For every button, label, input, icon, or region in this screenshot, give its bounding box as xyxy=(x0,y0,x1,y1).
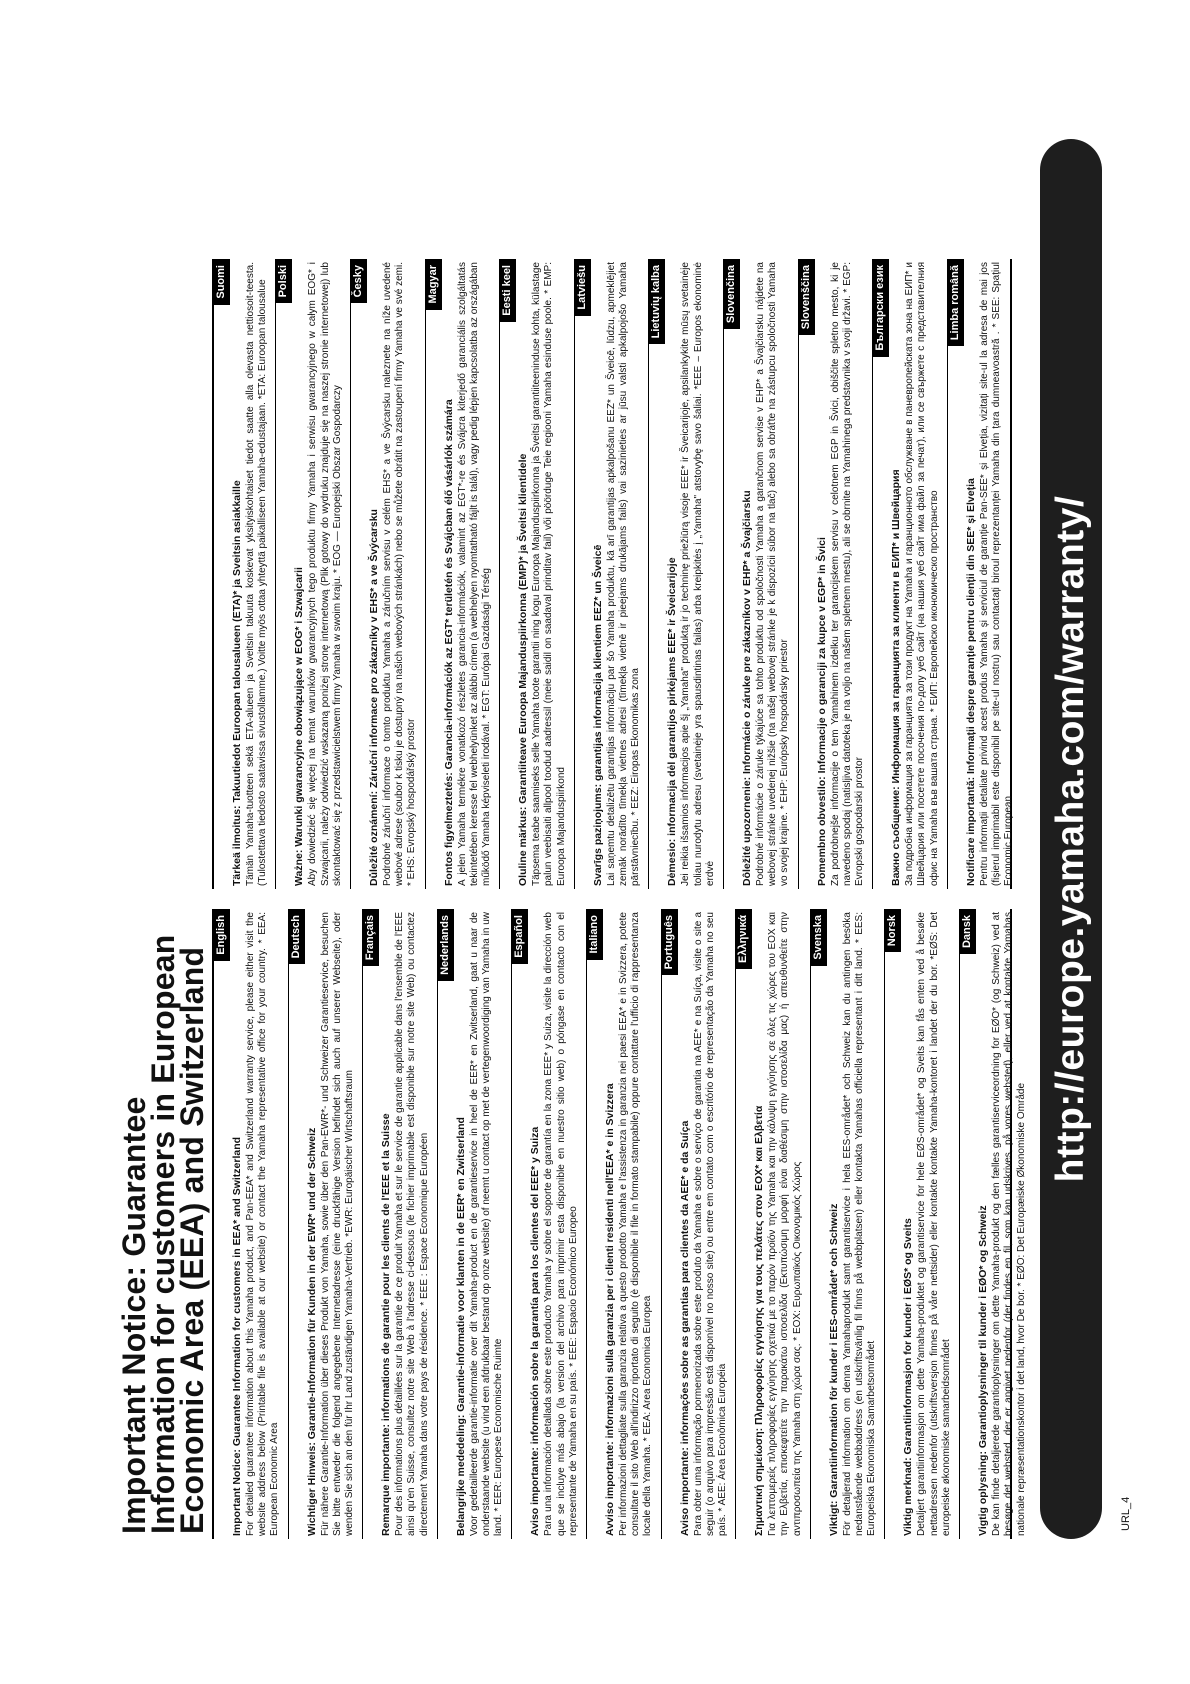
notice-heading: Vigtig oplysning: Garantioplysninger til kunder i EØO* og Schweiz xyxy=(977,1205,990,1536)
notice-heading: Important Notice: Guarantee Information for customers in EEA* and Switzerland xyxy=(231,1136,243,1536)
notice-heading: Oluline märkus: Garantiiteave Euroopa Majanduspiirkonna (EMP)* ja Šveitsi klientidele xyxy=(517,453,530,886)
language-label: Polski xyxy=(275,259,292,303)
notice-entry xyxy=(948,259,1022,889)
notice-entry xyxy=(575,259,650,889)
notice-heading: Viktig merknad: Garantiinformasjon for kunder i EØS* og Sveits xyxy=(902,1218,915,1536)
notice-heading: Ważne: Warunki gwarancyjne obowiązujące w EOG* i Szwajcarii xyxy=(293,567,306,886)
notice-heading: Pomembno obvestilo: Informacije o garanciji za kupce v EGP* in Švici xyxy=(815,537,828,886)
notice-heading: Remarque importante: informations de garantie pour les clients de l'EEE et la Suisse xyxy=(380,1113,393,1536)
language-label: Latviešu xyxy=(574,259,591,316)
language-label: English xyxy=(213,909,230,961)
notice-body: Lai saņemtu detalizētu garantijas informāciju par šo Yamaha produktu, kā arī garantijas apkalpošanu EEZ* un Šveicē, lūdzu, apmeklējiet zemāk norādīto tīmekļa vietnes adresi (tīmekļa vietnē ir pieejams drukājams fails) vai sazinieties ar jūsu valsti apkalpojošo Yamaha pārstāvniecību. * EEZ: Eiropas Ekonomikas zona xyxy=(605,262,642,886)
language-label: Português xyxy=(661,909,678,975)
language-label: Lietuvių kalba xyxy=(648,259,665,344)
notice-heading: Wichtiger Hinweis: Garantie-Information für Kunden in der EWR* und der Schweiz xyxy=(305,1127,318,1536)
notice-entry xyxy=(438,909,513,1539)
notice-body: Aby dowiedzieć się więcej na temat warunków gwarancyjnych tego produktu firmy Yamaha i serwisu gwarancyjnego w całym EOG* i Szwajcarii, należy odwiedzić wskazaną poniżej stronę internetową (Plik gotowy do wydruku znajduje się na naszej stronie internetowej) lub skontaktować się z przedstawicielstwem firmy Yamaha w swoim kraju. * EOG — Europejski Obszar Gospodarczy xyxy=(307,262,343,886)
notice-entry xyxy=(649,259,724,889)
notice-entry xyxy=(811,909,886,1539)
notice-heading: Belangrijke mededeling: Garantie-informatie voor klanten in de EER* en Zwitserland xyxy=(454,1117,467,1536)
notice-entry xyxy=(587,909,662,1539)
notice-heading: Avviso importante: informazioni sulla garanzia per i clienti residenti nell'EEA* e in Svizzera xyxy=(604,1083,617,1536)
notice-body: Für nähere Garantie-Information über dieses Produkt von Yamaha, sowie über den Pan-EWR*- und Schweizer Garantieservice, besuchen Sie bitte entweder die folgend angegebene Internetadresse (eine druckfähige Version befindet sich auch auf unserer Webseite), oder wenden Sie sich an den für Ihr Land zuständigen Yamaha-Vertrieb. *EWR: Europäischer Wirtschaftsraum xyxy=(319,912,356,1536)
notice-heading: Viktigt: Garantiinformation för kunder i EES-området* och Schweiz xyxy=(827,1203,840,1536)
notice-entry xyxy=(885,909,960,1539)
warranty-url[interactable]: http://europe.yamaha.com/warranty/ xyxy=(1049,495,1092,1183)
notice-body: Jei reikia išsamios informacijos apie šį „Yamaha" produktą ir jo techninę priežiūrą visoje EEE* ir Šveicarijoje, apsilankykite mūsų svetainėje toliau nurodytu adresu (svetainėje yra spausdintinas failas) arba kreipkitės į „Yamaha" atstovybę savo šaliai. *EEE – Europos ekonominė erdvė xyxy=(680,262,716,886)
notice-entry xyxy=(960,909,1034,1539)
notice-body: Pour des informations plus détaillées sur la garantie de ce produit Yamaha et sur le service de garantie applicable dans l'ensemble de l'EEE ainsi qu'en Suisse, consultez notre site Web à l'adresse ci-dessous (le fichier imprimable est disponible sur notre site Web) ou contactez directement Yamaha dans votre pays de résidence. * EEE : Espace Economique Européen xyxy=(394,912,430,1536)
language-label: Nederlands xyxy=(437,909,454,981)
language-label: Español xyxy=(511,909,528,964)
notice-heading: Σημαντική σημείωση: Πληροφορίες εγγύησης για τους πελάτες στον ΕΟΧ* και Ελβετία xyxy=(753,1105,766,1536)
notice-heading: Aviso importante: informações sobre as garantias para clientes da AEE* e da Suíça xyxy=(678,1120,691,1536)
notice-entry xyxy=(426,259,501,889)
document-code: URL_4 xyxy=(1120,1496,1132,1531)
language-label: Italiano xyxy=(586,909,603,960)
language-label: Dansk xyxy=(959,909,976,954)
language-label: Norsk xyxy=(884,909,901,952)
notice-body: За подробна информация за гаранцията за този продукт на Yamaha и гаранционното обслужване в паневропейската зона на ЕИП* и Швейцария или посетете посочения по-долу уеб сайт (на нашия уеб сайт има файл за печат), или се свържете с представителния офис на Yamaha във вашата страна. * ЕИП: Европейско икономическо пространство xyxy=(904,262,940,886)
notice-body: Detaljert garantiinformasjon om dette Yamaha-produktet og garantiservice for hele EØS-området* og Sveits kan fås enten ved å besøke nettadressen nedenfor (utskriftsversjon finnes på våre nettsider) eller kontakte kontakte Yamaha-kontoret i landet der du bor. *EØS: Det europeiske økonomiske samarbeidsområdet xyxy=(916,912,952,1536)
notice-body: De kan finde detaljerede garantioplysninger om dette Yamaha-produkt og den fælles garantiserviceordning for EØO* (og Schweiz) ved at besøge det websted, der er angivet nedenfor (der findes en fil, som kan udskrives, på vores websted), eller ved at kontakte Yamahas nationale repræsentationskontor i det land, hvor De bor. * EØO: Det Europæiske Økonomiske Område xyxy=(991,912,1027,1536)
language-label: Suomi xyxy=(213,259,230,305)
notice-body: Για λεπτομερείς πληροφορίες εγγύησης σχετικά με το παρόν προϊόν της Yamaha και την κάλυψη εγγύησης σε όλες τις χώρες του ΕΟΧ και την Ελβετία, επισκεφτείτε την παρακάτω ιστοσελίδα (Εκτυπώσιμη μορφή είναι διαθέσιμη στην ιστοσελίδα μας) ή απευθυνθείτε στην αντιπροσωπεία της Yamaha στη χώρα σας. * ΕΟΧ: Ευρωπαϊκός Οικονομικός Χώρος xyxy=(767,912,803,1536)
notice-entry xyxy=(724,259,799,889)
language-label: Ελληνικά xyxy=(735,909,752,969)
language-label: Svenska xyxy=(810,909,827,966)
notice-body: Täpsema teabe saamiseks selle Yamaha toote garantii ning kogu Euroopa Majanduspiirkonna ja Šveitsi garantiiteeninduse kohta, külastage palun veebisaiti allpool toodud aadressil (meie saidil on saadaval prinditav fail) või pöörduge Teie regiooni Yamaha esinduse poole. * EMP: Euroopa Majanduspiirkond xyxy=(531,262,567,886)
page-title: Important Notice: Guarantee Information for customers in European Economic Area (EEA) and Switzerland xyxy=(116,934,210,1534)
notice-heading: Tärkeä ilmoitus: Takuutiedot Euroopan talousalueen (ETA)* ja Sveitsin asiakkaille xyxy=(231,480,243,886)
notice-entry xyxy=(363,909,438,1539)
notice-heading: Důležité oznámení: Záruční informace pro zákazníky v EHS* a ve Švýcarsku xyxy=(368,509,381,886)
language-label: Magyar xyxy=(425,259,442,310)
notice-entry xyxy=(500,259,575,889)
notice-entry xyxy=(214,259,276,889)
notice-entry xyxy=(289,909,364,1539)
notice-heading: Svarīgs paziņojums: garantijas informācija klientiem EEZ* un Šveicē xyxy=(591,544,604,886)
notice-body: For detailed guarantee information about this Yamaha product, and Pan-EEA* and Switzerland warranty service, please either visit the website address below (Printable file is available at our website) or contact the Yamaha representative office for your country. * EEA: European Economic Area xyxy=(245,912,281,1536)
notice-heading: Важно съобщение: Информация за гаранцията за клиенти в ЕИП* и Швейцария xyxy=(890,469,903,886)
language-label: Slovenčina xyxy=(723,259,740,329)
notice-heading: Dôležité upozornenie: Informácie o záruke pre zákazníkov v EHP* a Švajčiarsku xyxy=(741,490,754,886)
notice-body: Para obter uma informação pormenorizada sobre este produto da Yamaha e sobre o serviço de garantia na AEE* e na Suíça, visite o site a seguir (o arquivo para impressão está disponível no nosso site) ou entre em contato com o escritório de representação da Yamaha no seu país. * AEE: Área Econômica Européia xyxy=(692,912,729,1536)
notice-entry xyxy=(214,909,289,1539)
notice-heading: Dėmesio: informacija dėl garantijos pirkėjams EEE* ir Šveicarijoje xyxy=(666,557,679,886)
notice-body: Per informazioni dettagliate sulla garanzia relativa a questo prodotto Yamaha e l'assistenza in garanzia nei paesi EEA* e in Svizzera, potete consultare il sito Web all'indirizzo riportato di seguito (è disponibile il file in formato stampabile) oppure contattare l'ufficio di rappresentanza locale della Yamaha. * EEA: Area Economica Europea xyxy=(618,912,654,1536)
notice-body: För detaljerad information om denna Yamahaprodukt samt garantiservice i hela EES-området* och Schweiz kan du antingen besöka nedanstående webbaddress (en utskriftsvänlig fil finns på webbplatsen) eller kontakta Yamahas officiella representant i ditt land. * EES: Europeiska Ekonomiska Samarbetsområdet xyxy=(841,912,878,1536)
notice-heading: Fontos figyelmeztetés: Garancia-információk az EGT* területén és Svájcban élő vásárlók számára xyxy=(442,399,455,886)
notice-body: Pentru informații detaliate privind acest produs Yamaha și serviciul de garanție Pan-SEE* și Elveția, vizitați site-ul la adresa de mai jos (fișierul imprimabil este disponibil pe site-ul nostru) sau contactați biroul reprezentanței Yamaha din țara dumneavoastră . * SEE: Spațiul Economic European xyxy=(978,262,1015,886)
language-label: Deutsch xyxy=(288,909,305,964)
notice-entry xyxy=(799,259,874,889)
notice-body: Podrobné záruční informace o tomto produktu Yamaha a záručním servisu v celém EHS* a ve Švýcarsku naleznete na níže uvedené webové adrese (soubor k tisku je dostupný na našich webových stránkách) nebo se můžete obrátit na zastoupení firmy Yamaha ve své zemi. * EHS: Evropský hospodářský prostor xyxy=(382,262,418,886)
language-label: Eesti keel xyxy=(499,259,516,322)
notice-entry xyxy=(736,909,811,1539)
language-label: Български език xyxy=(872,259,889,357)
url-banner xyxy=(1040,139,1102,1539)
language-label: Slovenščina xyxy=(798,259,815,335)
notice-entry xyxy=(662,909,737,1539)
notice-body: Para una información detallada sobre este producto Yamaha y sobre el soporte de garantía en la zona EEE* y Suiza, visite la dirección web que se incluye más abajo (la version del archivo para imprimir esta disponible en nuestro sitio web) o póngase en contacto con el representante de Yamaha en su país. * EEE: Espacio Económico Europeo xyxy=(543,912,579,1536)
notice-body: Za podrobnejše informacije o tem Yamahinem izdelku ter garancijskem servisu v celotnem EGP in Švici, obiščite spletno mesto, ki je navedeno spodaj (natisljiva datoteka je na voljo na našem spletnem mestu), ali se obrnite na Yamahinega predstavnika v svoji državi. * EGP: Evropski gospodarski prostor xyxy=(829,262,866,886)
right-column xyxy=(212,259,1015,889)
notice-body: Tämän Yamaha-tuotteen sekä ETA-alueen ja Sveitsin takuuta koskevat yksityiskohtaiset tiedot saatte alla olevasta nettiosoit-teesta. (Tulostettava tiedosto saatavissa sivustollamme.) Voitte myös ottaa yhteyttä paikalliseen Yamaha-edustajaan. *ETA: Euroopan talousalue xyxy=(245,262,269,886)
notice-entry xyxy=(512,909,587,1539)
notice-entry xyxy=(873,259,948,889)
left-column xyxy=(212,909,1027,1539)
notice-heading: Notificare importantă: Informații despre garanție pentru clienții din SEE* și Elveția xyxy=(964,478,977,886)
notice-entry xyxy=(276,259,351,889)
notice-body: Podrobné informácie o záruke týkajúce sa tohto produktu od spoločnosti Yamaha a garančnom servise v EHP* a Švajčiarsku nájdete na webovej stránke uvedenej nižšie (na našej webovej stránke je k dispozícii súbor na tlač) alebo sa obráťte na zástupcu spoločnosti Yamaha vo svojej krajine. * EHP: Európsky hospodársky priestor xyxy=(755,262,791,886)
notice-body: Voor gedetailleerde garantie-informatie over dit Yamaha-product en de garantieservice in heel de EER* en Zwitserland, gaat u naar de onderstaande website (u vind een afdrukbaar bestand op onze website) of neemt u contact op met de vertegenwoordiging van Yamaha in uw land. * EER: Europese Economische Ruimte xyxy=(468,912,505,1536)
language-label: Limba română xyxy=(947,259,964,346)
notice-heading: Aviso importante: información sobre la garantía para los clientes del EEE* y Suiza xyxy=(529,1126,542,1536)
language-label: Česky xyxy=(350,259,367,303)
notice-body: A jelen Yamaha termékre vonatkozó részletes garancia-információk, valamint az EGT*-re és Svájcra kiterjedő garanciális szolgáltatás tekintetében keresse fel webhelyünket az alábbi címen (a webhelyen nyomtatható fájlt is talál), vagy pedig lépjen kapcsolatba az országában működő Yamaha képviseleti irodával. * EGT: Európai Gazdasági Térség xyxy=(456,262,493,886)
language-label: Français xyxy=(362,909,379,966)
notice-entry xyxy=(351,259,426,889)
